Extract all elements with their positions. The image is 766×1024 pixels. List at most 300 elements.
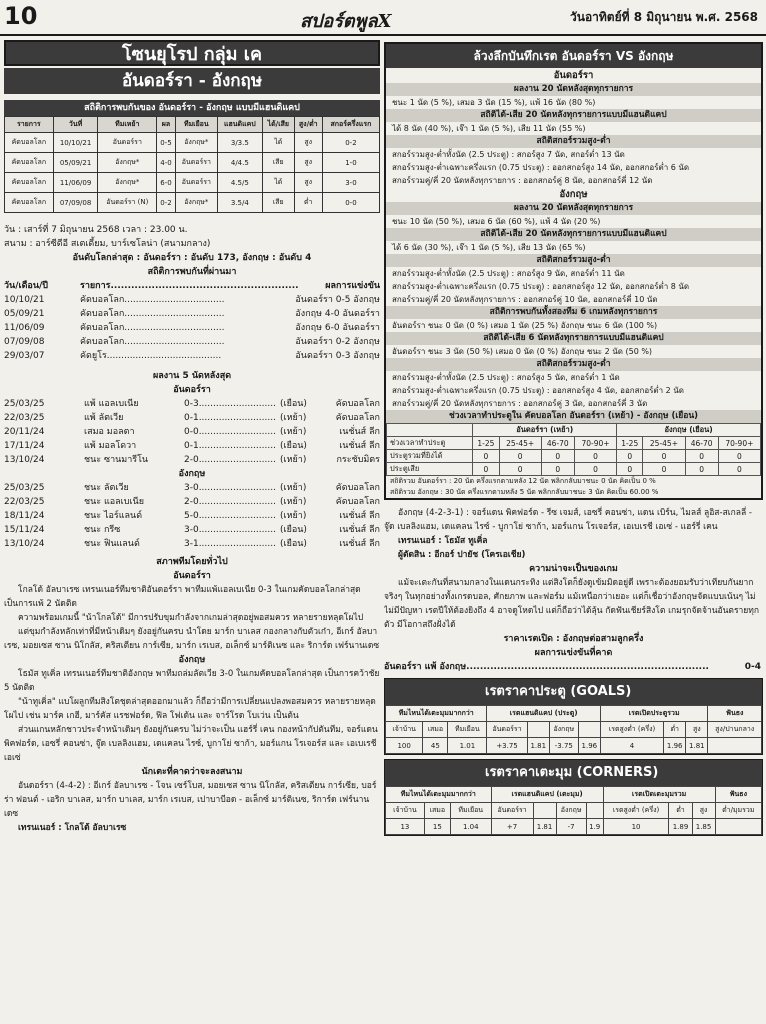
team-b-last5-title: อังกฤษ	[178, 469, 206, 479]
corners-subheader-row	[386, 803, 762, 819]
h2h-cell: 3.5/4	[217, 193, 262, 213]
h2h-cell: อังกฤษ*	[98, 153, 157, 173]
h2h-header-cell: ทีมเหย้า	[98, 117, 157, 133]
goal-timing-cell: ช่วงเวลาทำประตู	[387, 437, 473, 450]
h2h-header-cell: ทีมเยือน	[175, 117, 217, 133]
h2h-row	[5, 153, 380, 173]
corners-rate-title: เรตราคาเตะมุม (CORNERS)	[385, 760, 762, 786]
h2h-cell: 0-2	[322, 133, 379, 153]
prediction-line	[384, 660, 763, 674]
goal-timing-cell: 46-70	[541, 437, 574, 450]
h2h-cell: อันดอร์รา	[175, 173, 217, 193]
past-head-comp: รายการ.......................................................	[80, 281, 299, 291]
h2h-cell: 4.5/5	[217, 173, 262, 193]
result-opponent: ชนะ แอลเบเนีย	[84, 497, 144, 507]
right-column	[384, 40, 763, 1022]
corners-subheader-cell: ต่ำ/มุมรวม	[715, 803, 761, 819]
past-meeting-row	[4, 335, 380, 349]
past-meeting-row	[4, 307, 380, 321]
team-a-result-row	[4, 411, 380, 425]
team-a-handicap: ได้ 8 นัด (40 %), เจ๊า 1 นัด (5 %), เสีย 11 นัด (55 %)	[392, 124, 586, 133]
result-score: 0-0...........................	[184, 427, 276, 437]
h2h-cell: 4/4.5	[217, 153, 262, 173]
goal-timing-cell: 0	[541, 450, 574, 463]
past-date: 11/06/09	[4, 323, 45, 333]
team-a-form-title: ผลงาน 20 นัดหลังสุดทุกรายการ	[386, 83, 761, 96]
goals-value-cell: 4	[600, 738, 663, 754]
goal-timing-table	[386, 423, 761, 476]
h2h6-odd-even: สกอร์รวมคู่/คี่ 20 นัดหลังทุกรายการ : ออกสกอร์คู่ 3 นัด, ออกสกอร์คี่ 3 นัด	[392, 399, 648, 408]
h2h-cell: อังกฤษ*	[175, 193, 217, 213]
corners-subheader-cell: ทีมเยือน	[450, 803, 491, 819]
rate-stats-title: ล้วงลึกบันทึกเรต อันดอร์รา VS อังกฤษ	[386, 44, 761, 68]
match-date: วัน : เสาร์ที่ 7 มิถุนายน 2568 เวลา : 23.00 น.	[4, 225, 188, 235]
team-a-last5-list	[4, 397, 380, 467]
goal-timing-cell: 0	[473, 450, 499, 463]
team-a-form-p3: แต่ขุมกำลังหลักเท่าที่มีหน้าเดิมๆ ยังอยู่กันครบ นำโดย มาร์ก บาเลส กองกลางกับตัวเก๋า, อีเกร์ อัลบาเรซ, มอยเซส ซาน นิโกลัส, คริสเตียน การ์เซีย, มาร์ก เรเบส, อเล็กซ์ มาร์ติเนซ และ ริการ์ด เฟร์นานเดซ	[4, 627, 380, 651]
result-date: 25/03/25	[4, 399, 45, 409]
team-b-last5-list	[4, 481, 380, 551]
h2h-cell: 07/09/08	[53, 193, 98, 213]
h2h-cell: อังกฤษ*	[175, 133, 217, 153]
team-a-form-p2: ความพร้อมเกมนี้ "น้าโกลโด้" มีการปรับขุมกำลังจากเกมล่าสุดอยู่พอสมควร หลายรายหลุดโผไป	[18, 613, 364, 623]
corners-subheader-cell: อันดอร์รา	[491, 803, 533, 819]
goal-timing-cell: 0	[541, 463, 574, 476]
team-b-stats-name: อังกฤษ	[559, 189, 588, 200]
h2h-header-cell: ผล	[157, 117, 176, 133]
past-result: อังกฤษ 6-0 อันดอร์รา	[295, 323, 380, 333]
corners-value-cell: 13	[386, 819, 425, 835]
h2h-cell: อังกฤษ*	[98, 173, 157, 193]
corners-value-row	[386, 819, 762, 835]
corners-header-row	[386, 787, 762, 803]
team-b-result-row	[4, 481, 380, 495]
past-head-result: ผลการแข่งขัน	[325, 281, 380, 291]
corners-value-cell: 10	[603, 819, 669, 835]
result-score: 3-1...........................	[184, 539, 276, 549]
group-title: โซนยุโรป กลุ่ม เค	[4, 40, 380, 66]
h2h-header-cell: สูง/ต่ำ	[294, 117, 322, 133]
goal-timing-cell: 0	[718, 463, 760, 476]
past-head-date: วัน/เดือน/ปี	[4, 281, 48, 291]
h2h-cell: สูง	[294, 133, 322, 153]
team-a-result-row	[4, 397, 380, 411]
team-a-result-row	[4, 425, 380, 439]
h2h-cell: อันดอร์รา	[98, 133, 157, 153]
h2h-cell: ได้	[262, 173, 294, 193]
corners-subheader-cell: อังกฤษ	[556, 803, 586, 819]
result-competition: คัดบอลโลก	[335, 497, 380, 507]
h2h6-ou-title: สถิติสกอร์รวมสูง-ต่ำ	[386, 358, 761, 371]
rate-stats-box	[384, 42, 763, 500]
past-result: อันดอร์รา 0-5 อังกฤษ	[295, 295, 380, 305]
goal-timing-cell: 25-45+	[499, 437, 541, 450]
team-b-result-row	[4, 495, 380, 509]
corners-group-header: ทีมไหนได้เตะมุมมากกว่า	[386, 787, 492, 803]
corners-rate-table	[385, 786, 762, 835]
opinion-title: ความน่าจะเป็นของเกม	[529, 564, 618, 574]
corners-value-cell: 1.9	[586, 819, 603, 835]
result-opponent: เสมอ มอลตา	[84, 427, 135, 437]
past-competition: คัดบอลโลก...................................	[80, 337, 225, 347]
goals-group-header: ฟันธง	[708, 706, 762, 722]
goal-timing-cell: 0	[574, 450, 616, 463]
goals-header-row	[386, 706, 762, 722]
h2h-cell: ต่ำ	[294, 193, 322, 213]
goal-timing-cell: 0	[643, 450, 685, 463]
opening-rate: ราคาเรตเปิด : อังกฤษต่อสามลูกครึ่ง	[503, 634, 644, 644]
past-date: 29/03/07	[4, 351, 45, 361]
result-date: 17/11/24	[4, 441, 45, 451]
goals-subheader-cell	[527, 722, 549, 738]
team-b-form-p1: โธมัส ทูเคิ่ล เทรนเนอร์ทีมชาติอังกฤษ พาทีมถล่มลัตเวีย 3-0 ในเกมคัดบอลโลกล่าสุด เป็นการคว้าชัย 5 นัดติด	[4, 669, 380, 693]
result-date: 18/11/24	[4, 511, 45, 521]
result-score: 3-0...........................	[184, 483, 276, 493]
result-score: 0-1...........................	[184, 413, 276, 423]
team-a-form: ชนะ 1 นัด (5 %), เสมอ 3 นัด (15 %), แพ้ 16 นัด (80 %)	[392, 98, 596, 107]
issue-date: วันอาทิตย์ที่ 8 มิถุนายน พ.ศ. 2568	[570, 10, 758, 24]
corners-value-cell: 15	[424, 819, 450, 835]
left-column	[4, 40, 380, 1022]
corners-value-cell: 1.81	[533, 819, 556, 835]
result-competition: คัดบอลโลก	[335, 413, 380, 423]
h2h6-handicap: อันดอร์รา ชนะ 3 นัด (50 %) เสมอ 0 นัด (0 %) อังกฤษ ชนะ 2 นัด (50 %)	[392, 347, 653, 356]
goals-value-cell: 1.81	[527, 738, 549, 754]
team-a-form-p1: โกลโด้ อัลบาเรซ เทรนเนอร์ทีมชาติอันดอร์รา พาทีมแพ้แอลเบเนีย 0-3 ในเกมคัดบอลโลกล่าสุด เป็นการแพ้ 2 นัดติด	[4, 585, 361, 609]
corners-subheader-cell: เสมอ	[424, 803, 450, 819]
goal-timing-cell: 0	[499, 450, 541, 463]
h2h-table	[4, 116, 380, 213]
opinion-text: แม้จะเตะกันที่สนามกลางในแดนกระทิง แต่สิงโตก็ยังดูเข้มมิดอยู่ดี เพราะต้องยอมรับว่าเทียบกันยากจริงๆ ในทุกอย่างทั้งเกรดบอล, ศักยภาพ และฟอร์ม แม้เหนือกว่าเยอะ แต่ก็เชื่อว่าอังกฤษจัดแบบเน้นๆ ไม่ ไม่มีปัญหา เรตปีให้ต้องยิงถึง 4 อาจดูโหดไป แต่ก็ถือว่าได้ลุ้น กัดฟันเชียร์สิงโต เกมรุกจัดจ้านอันตรายทุกตัว มีโอกาสถึงฝั่งได้	[384, 578, 760, 630]
prediction-label: อันดอร์รา แพ้ อังกฤษ.......................................................................	[384, 662, 709, 672]
prediction-title: ผลการแข่งขันที่คาด	[534, 648, 613, 658]
h2h-cell: อันดอร์รา (N)	[98, 193, 157, 213]
team-b-ou-title: สถิติสกอร์รวมสูง-ต่ำ	[386, 254, 761, 267]
page-number: 10	[4, 2, 38, 30]
past-meeting-row	[4, 321, 380, 335]
goals-group-header: ทีมไหนได้เตะมุมมากกว่า	[386, 706, 487, 722]
h2h6-ou-full: สกอร์รวมสูง-ต่ำทั้งนัด (2.5 ประตู) : สกอร์สูง 5 นัด, สกอร์ต่ำ 1 นัด	[392, 373, 620, 382]
goals-value-cell: 1.96	[578, 738, 600, 754]
h2h-row	[5, 193, 380, 213]
result-opponent: ชนะ ฟินแลนด์	[84, 539, 140, 549]
goals-value-row	[386, 738, 762, 754]
result-date: 15/11/24	[4, 525, 45, 535]
goal-timing-footnote-a: สถิติรวม อันดอร์รา : 20 นัด ครึ่งแรกตามหลัง 12 นัด พลิกกลับมาชนะ 0 นัด คิดเป็น 0 %	[390, 477, 656, 485]
prediction-score: 0-4	[744, 662, 761, 672]
goals-value-cell: +3.75	[487, 738, 527, 754]
goals-subheader-cell: เรตสูงต่ำ (ครึ่ง)	[600, 722, 663, 738]
world-ranking: อันดับโลกล่าสุด : อันดอร์รา : อันดับ 173, อังกฤษ : อันดับ 4	[72, 253, 312, 263]
h2h-cell: คัดบอลโลก	[5, 133, 54, 153]
h2h6-title: สถิติการพบกันทั้งสองทีม 6 เกมหลังทุกรายการ	[386, 306, 761, 319]
goals-subheader-cell: ต่ำ	[664, 722, 686, 738]
result-date: 22/03/25	[4, 497, 45, 507]
team-b-form-title: ผลงาน 20 นัดหลังสุดทุกรายการ	[386, 202, 761, 215]
goals-subheader-cell: สูง/ปานกลาง	[708, 722, 762, 738]
team-b-handicap-title: สถิติได้-เสีย 20 นัดหลังทุกรายการแบบมีแฮนดิแคป	[386, 228, 761, 241]
team-a-ou-full: สกอร์รวมสูง-ต่ำทั้งนัด (2.5 ประตู) : สกอร์สูง 7 นัด, สกอร์ต่ำ 13 นัด	[392, 150, 625, 159]
team-a-odd-even: สกอร์รวมคู่/คี่ 20 นัดหลังทุกรายการ : ออกสกอร์คู่ 8 นัด, ออกสกอร์คี่ 12 นัด	[392, 176, 653, 185]
page-header	[0, 0, 766, 36]
goal-timing-title: ช่วงเวลาทำประตูใน คัดบอลโลก อันดอร์รา (เหย้า) - อังกฤษ (เยือน)	[386, 410, 761, 423]
h2h-table-title: สถิติการพบกันของ อันดอร์รา - อังกฤษ แบบมีแฮนดิแคป	[4, 100, 380, 116]
last5-title: ผลงาน 5 นัดหลังสุด	[152, 371, 232, 381]
h2h6-ou-half: สกอร์รวมสูง-ต่ำเฉพาะครึ่งแรก (0.75 ประตู) : ออกสกอร์สูง 4 นัด, ออกสกอร์ต่ำ 2 นัด	[392, 386, 684, 395]
result-score: 2-0...........................	[184, 497, 276, 507]
result-opponent: ชนะ ลัตเวีย	[84, 483, 129, 493]
result-venue: (เหย้า)	[280, 511, 307, 521]
past-meetings-list	[4, 293, 380, 363]
h2h-cell: 11/06/09	[53, 173, 98, 193]
result-venue: (เหย้า)	[280, 455, 307, 465]
h2h-cell: ได้	[262, 133, 294, 153]
h2h-cell: 3-0	[322, 173, 379, 193]
result-competition: กระชับมิตร	[336, 455, 380, 465]
goals-value-cell: 45	[423, 738, 448, 754]
h2h-header-cell: ได้/เสีย	[262, 117, 294, 133]
goals-group-header: เรตเปิดประตูรวม	[600, 706, 708, 722]
team-b-result-row	[4, 509, 380, 523]
goal-timing-footnote-b: สถิติรวม อังกฤษ : 30 นัด ครึ่งแรกตามหลัง 5 นัด พลิกกลับมาชนะ 3 นัด คิดเป็น 60.00 %	[390, 488, 659, 496]
goals-subheader-cell: อังกฤษ	[549, 722, 578, 738]
past-competition: คัดบอลโลก...................................	[80, 295, 225, 305]
team-b-result-row	[4, 523, 380, 537]
goals-rate-title: เรตราคาประตู (GOALS)	[385, 679, 762, 705]
corners-group-header: ฟันธง	[715, 787, 761, 803]
result-score: 0-3...........................	[184, 399, 276, 409]
result-competition: คัดบอลโลก	[335, 399, 380, 409]
h2h-cell: 05/09/21	[53, 153, 98, 173]
corners-subheader-cell: เรตสูงต่ำ (ครึ่ง)	[603, 803, 669, 819]
result-opponent: ชนะ ซานมารีโน	[84, 455, 149, 465]
result-score: 0-1...........................	[184, 441, 276, 451]
team-b-ou-half: สกอร์รวมสูง-ต่ำเฉพาะครึ่งแรก (0.75 ประตู) : ออกสกอร์สูง 12 นัด, ออกสกอร์ต่ำ 8 นัด	[392, 282, 690, 291]
result-competition: เนชั่นส์ ลีก	[339, 539, 380, 549]
result-competition: คัดบอลโลก	[335, 483, 380, 493]
result-competition: เนชั่นส์ ลีก	[339, 441, 380, 451]
team-b-coach: เทรนเนอร์ : โธมัส ทูเคิ่ล	[398, 536, 488, 546]
result-date: 20/11/24	[4, 427, 45, 437]
goal-timing-cell: ประตูเสีย	[387, 463, 473, 476]
past-competition: คัดบอลโลก...................................	[80, 309, 225, 319]
corners-subheader-cell: เจ้าบ้าน	[386, 803, 425, 819]
goal-timing-cell: 0	[685, 463, 718, 476]
team-b-ou-full: สกอร์รวมสูง-ต่ำทั้งนัด (2.5 ประตู) : สกอร์สูง 9 นัด, สกอร์ต่ำ 11 นัด	[392, 269, 625, 278]
h2h6-handicap-title: สถิติได้-เสีย 6 นัดหลังทุกรายการแบบมีแฮนดิแคป	[386, 332, 761, 345]
past-competition: คัดบอลโลก...................................	[80, 323, 225, 333]
corners-subheader-cell	[586, 803, 603, 819]
team-b-form: ชนะ 10 นัด (50 %), เสมอ 6 นัด (60 %), แพ้ 4 นัด (20 %)	[392, 217, 601, 226]
result-venue: (เหย้า)	[280, 413, 307, 423]
goal-timing-cell: 0	[718, 450, 760, 463]
goals-subheader-cell	[578, 722, 600, 738]
result-opponent: แพ้ ลัตเวีย	[84, 413, 124, 423]
team-a-last5-title: อันดอร์รา	[173, 385, 211, 395]
goals-subheader-cell: สูง	[686, 722, 708, 738]
h2h-row	[5, 173, 380, 193]
h2h-cell: 1-0	[322, 153, 379, 173]
goals-subheader-cell: เสมอ	[423, 722, 448, 738]
goals-value-cell: 1.96	[664, 738, 686, 754]
h2h-cell: 0-5	[157, 133, 176, 153]
goals-rate-box	[384, 678, 763, 755]
team-b-form-p3: ส่วนแกนหลักชาวประจำหน้าเดิมๆ ยังอยู่กันครบ ไม่ว่าจะเป็น แฮร์รี่ เคน กองหน้ากัปตันทีม, จอร์แดน พิคฟอร์ด, เอซรี่ คอนซ่า, จู๊ด เบลลิงแฮม, เดแคลน ไรซ์, บูกาโย่ ซาก้า, มอร์แกน โรเจอร์ส และ เอเบเรชี เอเซ่	[4, 725, 378, 763]
team-a-form-name: อันดอร์รา	[173, 571, 211, 581]
result-opponent: แพ้ มอลโดวา	[84, 441, 137, 451]
past-result: อันดอร์รา 0-3 อังกฤษ	[295, 351, 380, 361]
h2h-cell: เสีย	[262, 153, 294, 173]
h2h-cell: คัดบอลโลก	[5, 173, 54, 193]
h2h-cell: สูง	[294, 153, 322, 173]
goal-timing-row	[387, 463, 761, 476]
team-b-handicap: ได้ 6 นัด (30 %), เจ๊า 1 นัด (5 %), เสีย 13 นัด (65 %)	[392, 243, 586, 252]
h2h-header-cell: วันที่	[53, 117, 98, 133]
result-opponent: ชนะ ไอร์แลนด์	[84, 511, 143, 521]
goal-timing-cell: 1-25	[617, 437, 643, 450]
team-b-lineup: อังกฤษ (4-2-3-1) : จอร์แดน พิคฟอร์ด - รีซ เจมส์, เอซรี่ คอนซ่า, แดน เบิร์น, ไมลส์ ลูอิส-สเกลลี่ - จู๊ด เบลลิงแฮม, เดแคลน ไรซ์ - บูกาโย่ ซาก้า, มอร์แกน โรเจอร์ส, เอเบเรชี เอเซ่ - แฮร์รี่ เคน	[384, 508, 752, 532]
goals-subheader-row	[386, 722, 762, 738]
general-form-title: สภาพทีมโดยทั่วไป	[156, 557, 228, 567]
team-b-result-row	[4, 537, 380, 551]
goals-group-header: เรตแฮนดิแคป (ประตู)	[487, 706, 601, 722]
h2h-cell: 6-0	[157, 173, 176, 193]
goal-timing-cell: 46-70	[685, 437, 718, 450]
result-date: 13/10/24	[4, 455, 45, 465]
referee: ผู้ตัดสิน : อีกอร์ ปายัช (โครเอเชีย)	[398, 550, 526, 560]
h2h-cell: อันดอร์รา	[175, 153, 217, 173]
h2h-cell: คัดบอลโลก	[5, 153, 54, 173]
corners-subheader-cell: สูง	[692, 803, 715, 819]
goals-subheader-cell: อันดอร์รา	[487, 722, 527, 738]
h2h-cell: คัดบอลโลก	[5, 193, 54, 213]
goals-value-cell: 1.01	[448, 738, 487, 754]
goals-value-cell: 1.81	[686, 738, 708, 754]
result-score: 2-0...........................	[184, 455, 276, 465]
goals-value-cell: -3.75	[549, 738, 578, 754]
result-score: 5-0...........................	[184, 511, 276, 521]
result-date: 13/10/24	[4, 539, 45, 549]
team-b-odd-even: สกอร์รวมคู่/คี่ 20 นัดหลังทุกรายการ : ออกสกอร์คู่ 10 นัด, ออกสกอร์คี่ 10 นัด	[392, 295, 658, 304]
goals-value-cell	[708, 738, 762, 754]
past-result: อังกฤษ 4-0 อันดอร์รา	[295, 309, 380, 319]
team-a-handicap-title: สถิติได้-เสีย 20 นัดหลังทุกรายการแบบมีแฮนดิแคป	[386, 109, 761, 122]
goal-timing-cell: 0	[574, 463, 616, 476]
match-title: อันดอร์รา - อังกฤษ	[4, 68, 380, 94]
result-opponent: ชนะ กรีซ	[84, 525, 121, 535]
team-a-stats-name: อันดอร์รา	[553, 70, 594, 81]
goal-timing-cell: 0	[617, 450, 643, 463]
goal-timing-cell: 70-90+	[718, 437, 760, 450]
h2h6-results: อันดอร์รา ชนะ 0 นัด (0 %) เสมอ 1 นัด (25 %) อังกฤษ ชนะ 6 นัด (100 %)	[392, 321, 658, 330]
goals-subheader-cell: ทีมเยือน	[448, 722, 487, 738]
past-date: 10/10/21	[4, 295, 45, 305]
corners-rate-box	[384, 759, 763, 836]
corners-value-cell	[715, 819, 761, 835]
corners-value-cell: 1.89	[669, 819, 692, 835]
past-competition: คัดยูโร........................................	[80, 351, 222, 361]
result-venue: (เหย้า)	[280, 427, 307, 437]
result-venue: (เยือน)	[280, 525, 307, 535]
corners-subheader-cell: ต่ำ	[669, 803, 692, 819]
goal-timing-cell: 70-90+	[574, 437, 616, 450]
result-venue: (เยือน)	[280, 441, 307, 451]
newspaper-logo: สปอร์ตพูลX	[300, 11, 392, 32]
lineup-title: นักเตะที่คาดว่าจะลงสนาม	[141, 767, 243, 777]
corners-value-cell: 1.04	[450, 819, 491, 835]
team-a-ou-title: สถิติสกอร์รวมสูง-ต่ำ	[386, 135, 761, 148]
result-date: 25/03/25	[4, 483, 45, 493]
result-venue: (เหย้า)	[280, 483, 307, 493]
h2h-cell: 0-0	[322, 193, 379, 213]
match-venue: สนาม : อาร์ซีดีอี สเตเดี้ยม, บาร์เซโลน่า (สนามกลาง)	[4, 239, 211, 249]
h2h-cell: เสีย	[262, 193, 294, 213]
team-a-result-row	[4, 439, 380, 453]
h2h-row	[5, 133, 380, 153]
result-venue: (เยือน)	[280, 539, 307, 549]
h2h-header-cell: สกอร์ครึ่งแรก	[322, 117, 379, 133]
team-a-result-row	[4, 453, 380, 467]
result-competition: เนชั่นส์ ลีก	[339, 511, 380, 521]
goal-timing-head-a: อันดอร์รา (เหย้า)	[473, 424, 617, 437]
team-a-ou-half: สกอร์รวมสูง-ต่ำเฉพาะครึ่งแรก (0.75 ประตู) : ออกสกอร์สูง 14 นัด, ออกสกอร์ต่ำ 6 นัด	[392, 163, 690, 172]
result-venue: (เหย้า)	[280, 497, 307, 507]
h2h-header-cell: รายการ	[5, 117, 54, 133]
goal-timing-cell: 25-45+	[643, 437, 685, 450]
past-meeting-row	[4, 349, 380, 363]
goal-timing-cell: 0	[499, 463, 541, 476]
h2h-cell: 4-0	[157, 153, 176, 173]
goals-value-cell: 100	[386, 738, 423, 754]
result-competition: เนชั่นส์ ลีก	[339, 525, 380, 535]
goal-timing-row	[387, 450, 761, 463]
goal-timing-cell: ประตูรวมที่ยิงได้	[387, 450, 473, 463]
h2h-cell: 0-2	[157, 193, 176, 213]
h2h-header-cell: แฮนดิแคป	[217, 117, 262, 133]
result-competition: เนชั่นส์ ลีก	[339, 427, 380, 437]
result-venue: (เยือน)	[280, 399, 307, 409]
corners-subheader-cell	[533, 803, 556, 819]
past-result: อันดอร์รา 0-2 อังกฤษ	[295, 337, 380, 347]
result-date: 22/03/25	[4, 413, 45, 423]
goals-rate-table	[385, 705, 762, 754]
team-a-lineup: อันดอร์รา (4-4-2) : อีเกร์ อัลบาเรซ - โจน เซร์โบส, มอยเซส ซาน นิโกลัส, คริสเตียน การ์เซีย, บอร์ร่า ฟอนต์ - เอริก บาเลส, มาร์ก บาเลส, มาร์ก เรเบส, เปาบาบีอด - อเล็กซ์ มาร์ติเนซ, ริการ์ด เฟร์นานเดซ	[4, 781, 377, 819]
team-b-form-name: อังกฤษ	[178, 655, 206, 665]
h2h-cell: สูง	[294, 173, 322, 193]
goal-timing-cell: 0	[617, 463, 643, 476]
goal-timing-cell: 0	[473, 463, 499, 476]
team-a-coach: เทรนเนอร์ : โกลโด้ อัลบาเรซ	[18, 823, 127, 833]
goal-timing-head-b: อังกฤษ (เยือน)	[617, 424, 761, 437]
result-opponent: แพ้ แอลเบเนีย	[84, 399, 139, 409]
h2h-header-row	[5, 117, 380, 133]
result-score: 3-0...........................	[184, 525, 276, 535]
goal-timing-cell: 1-25	[473, 437, 499, 450]
past-date: 07/09/08	[4, 337, 45, 347]
past-meeting-row	[4, 293, 380, 307]
goal-timing-row	[387, 437, 761, 450]
corners-value-cell: +7	[491, 819, 533, 835]
goal-timing-cell: 0	[643, 463, 685, 476]
past-date: 05/09/21	[4, 309, 45, 319]
corners-group-header: เรตเปิดเตะมุมรวม	[603, 787, 715, 803]
past-meetings-header	[4, 279, 380, 293]
corners-value-cell: 1.85	[692, 819, 715, 835]
corners-value-cell: -7	[556, 819, 586, 835]
h2h-cell: 10/10/21	[53, 133, 98, 153]
goals-subheader-cell: เจ้าบ้าน	[386, 722, 423, 738]
team-b-form-p2: "น้าทูเคิ่ล" แบโผลูกทีมสิงโตชุดล่าสุดออกมาแล้ว ก็ถือว่ามีการเปลี่ยนแปลงพอสมควร หลายรายหลุดโผไป เช่น มาร์ค เกฮี, มาร์คัส แรชฟอร์ด, ฟิล โฟเด้น และ จาร์โรด โบเว่น เป็นต้น	[4, 697, 376, 721]
